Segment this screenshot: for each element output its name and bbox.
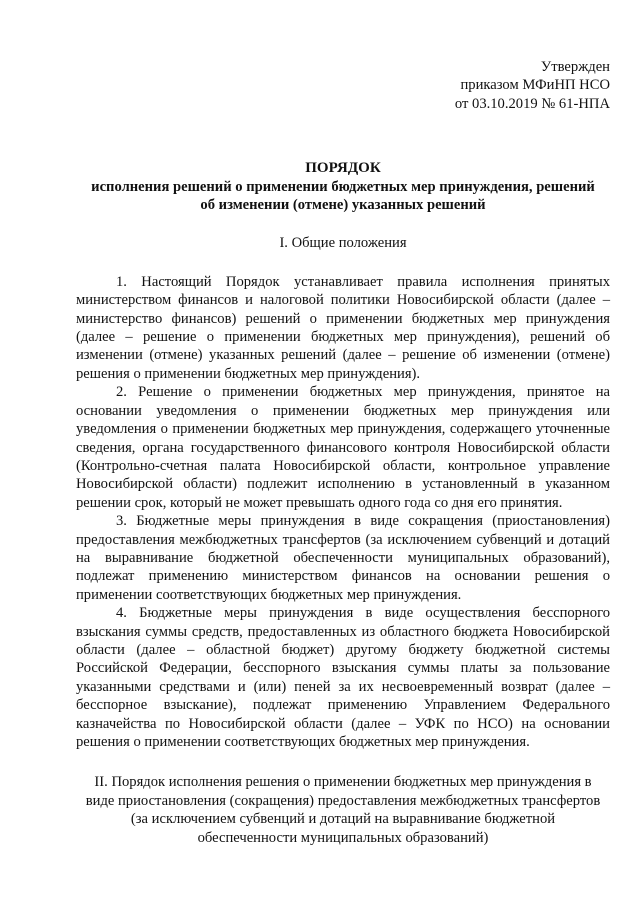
section-2-heading-line-1: II. Порядок исполнения решения о применении бюджетных мер принуждения в (94, 774, 592, 791)
paragraph-1: 1. Настоящий Порядок устанавливает правила исполнения принятых министерством финансов и налоговой политики Новосибирской области (далее – министерство финансов) решений о применении бюджетных мер принуждения (далее – решение о применении бюджетных мер принуждения), решений об изменении (отмене) указанных решений (далее – решение об изменении (отмене) решения о применении бюджетных мер принуждения). (76, 273, 610, 382)
paragraph-4: 4. Бюджетные меры принуждения в виде осуществления бесспорного взыскания суммы средств, предоставленных из областного бюджета Новосибирской области (далее – областной бюджет) другому бюджету бюджетной системы Российской Федерации, бесспорного взыскания суммы платы за пользование указанными средствами и (или) пеней за их несвоевременный возврат (далее – бесспорное взыскание), подлежат применению Управлением Федерального казначейства по Новосибирской области (далее – УФК по НСО) на основании решения о применении соответствующих бюджетных мер принуждения. (76, 605, 610, 750)
section-2-heading-line-4: обеспеченности муниципальных образований) (197, 829, 489, 846)
paragraph-3: 3. Бюджетные меры принуждения в виде сокращения (приостановления) предоставления межбюджетных трансфертов (за исключением субвенций и дотаций на выравнивание бюджетной обеспеченности муниципальных образований), подлежат применению министерством финансов на основании решения о применении соответствующих бюджетных мер принуждения. (76, 513, 610, 603)
document-title (76, 159, 610, 214)
title-main: ПОРЯДОК (305, 160, 381, 177)
title-sub-line-2: об изменении (отмене) указанных решений (200, 197, 486, 214)
approval-line-1: Утвержден (540, 59, 610, 75)
title-sub-line-1: исполнения решений о применении бюджетных мер принуждения, решений (91, 178, 595, 195)
section-2-heading-line-2: виде приостановления (сокращения) предоставления межбюджетных трансфертов (85, 792, 601, 809)
approval-line-2: приказом МФиНП НСО (460, 77, 610, 94)
section-1-heading: I. Общие положения (279, 235, 407, 252)
section-2-heading-line-3: (за исключением субвенций и дотаций на выравнивание бюджетной (130, 811, 556, 828)
approval-line-3: от 03.10.2019 № 61-НПА (454, 95, 610, 112)
paragraph-2: 2. Решение о применении бюджетных мер принуждения, принятое на основании уведомления о применении бюджетных мер принуждения или уведомления о применении бюджетных мер принуждения, содержащего уточненные сведения, органа государственного финансового контроля Новосибирской области (Контрольно-счетная палата Новосибирской области, контрольное управление Новосибирской области) подлежит исполнению в установленный в указанном решении срок, который не может превышать одного года со дня его принятия. (76, 384, 610, 511)
section-2-heading (76, 773, 610, 847)
approval-stamp (76, 58, 610, 113)
